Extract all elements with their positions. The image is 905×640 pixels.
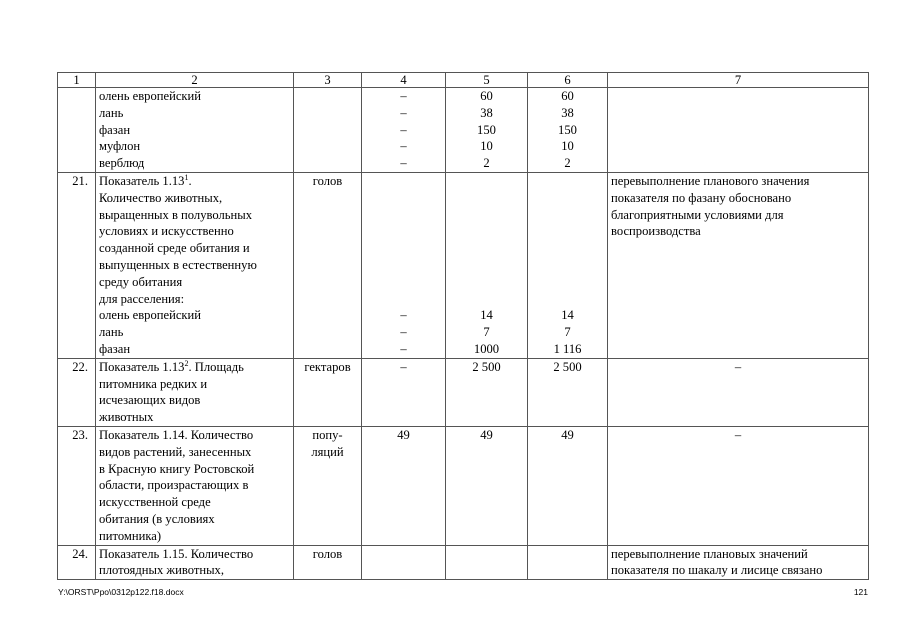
desc-line: Показатель 1.14. Количество <box>99 427 254 442</box>
title-text: Показатель 1.13 <box>99 173 185 188</box>
col4-cell <box>362 172 446 358</box>
row-number: 24. <box>58 545 96 580</box>
col6-cell: 49 <box>528 426 608 545</box>
indicator-cell <box>96 545 294 580</box>
value: 14 <box>561 308 574 323</box>
table-row-continuation <box>58 88 869 173</box>
value: – <box>400 325 407 340</box>
value: 2 <box>483 156 490 171</box>
table-row-21 <box>58 172 869 358</box>
unit-cell <box>294 88 362 173</box>
desc-line: в Красную книгу Ростовской <box>99 461 255 476</box>
note-cell: – <box>608 426 869 545</box>
superscript: 1 <box>184 172 189 182</box>
header-cell-3: 3 <box>294 73 362 88</box>
col4-cell <box>362 88 446 173</box>
value: 60 <box>480 89 493 103</box>
note-line: показателя по шакалу и лисице связано <box>611 563 823 578</box>
unit-cell: голов <box>294 545 362 580</box>
note-line: воспроизводства <box>611 224 701 239</box>
col6-cell <box>528 88 608 173</box>
desc-line: искусственной среде <box>99 495 211 510</box>
value: 7 <box>483 325 490 340</box>
desc-line: условиях и искусственно <box>99 224 234 239</box>
species-label: олень европейский <box>99 308 202 323</box>
note-cell: – <box>608 358 869 426</box>
header-row <box>58 73 869 88</box>
value: – <box>400 341 407 356</box>
col4-cell: 49 <box>362 426 446 545</box>
title-suffix: . <box>188 173 192 188</box>
footer-file-path: Y:\ORST\Ppo\0312p122.f18.docx <box>58 587 184 597</box>
row-number: 23. <box>58 426 96 545</box>
desc-line: выращенных в полувольных <box>99 207 253 222</box>
desc-line: выпущенных в естественную <box>99 257 257 272</box>
value: – <box>400 308 407 323</box>
desc-line: Количество животных, <box>99 190 223 205</box>
desc-line: питомника редких и <box>99 376 208 391</box>
indicator-title <box>99 359 290 376</box>
value: 2 <box>564 156 571 171</box>
col5-cell: 49 <box>446 426 528 545</box>
col5-cell <box>446 545 528 580</box>
desc-line: обитания (в условиях <box>99 511 215 526</box>
desc-line: для расселения: <box>99 291 185 306</box>
desc-line: плотоядных животных, <box>99 563 224 578</box>
indicators-table <box>57 72 869 580</box>
note-line: перевыполнение плановых значений <box>611 546 808 561</box>
row-number: 21. <box>58 172 96 358</box>
table-row-24 <box>58 545 869 580</box>
header-cell-2: 2 <box>96 73 294 88</box>
unit-cell: гектаров <box>294 358 362 426</box>
row-number: 22. <box>58 358 96 426</box>
indicator-title <box>99 173 290 190</box>
species-label: лань <box>99 105 124 120</box>
superscript: 2 <box>184 358 189 368</box>
species-label: фазан <box>99 122 131 137</box>
value: – <box>400 139 407 154</box>
note-line: благоприятными условиями для <box>611 207 784 222</box>
desc-line: видов растений, занесенных <box>99 444 252 459</box>
note-cell <box>608 88 869 173</box>
table-row-22 <box>58 358 869 426</box>
note-line: перевыполнение планового значения <box>611 173 810 188</box>
unit-line: ляций <box>311 444 344 459</box>
value: 7 <box>564 325 571 340</box>
unit-cell: голов <box>294 172 362 358</box>
value: – <box>400 122 407 137</box>
desc-line: Показатель 1.15. Количество <box>99 546 254 561</box>
desc-line: области, произрастающих в <box>99 478 249 493</box>
header-cell-4: 4 <box>362 73 446 88</box>
desc-line: питомника) <box>99 528 162 543</box>
value: 10 <box>561 139 574 154</box>
header-cell-7: 7 <box>608 73 869 88</box>
col4-cell: – <box>362 358 446 426</box>
value: 38 <box>480 105 493 120</box>
row-number-cell <box>58 88 96 173</box>
value: 14 <box>480 308 493 323</box>
value: 150 <box>477 122 496 137</box>
footer-page-number: 121 <box>853 587 868 597</box>
desc-line: животных <box>99 410 154 425</box>
col6-cell: 2 500 <box>528 358 608 426</box>
title-text: Показатель 1.13 <box>99 359 185 374</box>
table-row-23 <box>58 426 869 545</box>
value: 60 <box>561 89 574 103</box>
indicator-cell <box>96 358 294 426</box>
col5-cell <box>446 172 528 358</box>
unit-cell <box>294 426 362 545</box>
value: 38 <box>561 105 574 120</box>
species-label: лань <box>99 325 124 340</box>
desc-line: созданной среде обитания и <box>99 241 250 256</box>
col5-cell: 2 500 <box>446 358 528 426</box>
value: 150 <box>558 122 577 137</box>
value: 1000 <box>473 341 500 356</box>
header-cell-1: 1 <box>58 73 96 88</box>
species-label: верблюд <box>99 156 145 171</box>
species-label: муфлон <box>99 139 141 154</box>
header-cell-6: 6 <box>528 73 608 88</box>
title-suffix: . Площадь <box>188 359 244 374</box>
value: 1 116 <box>553 341 582 356</box>
value: 10 <box>480 139 493 154</box>
value: – <box>400 156 407 171</box>
note-cell <box>608 172 869 358</box>
col6-cell <box>528 172 608 358</box>
col4-cell <box>362 545 446 580</box>
col5-cell <box>446 88 528 173</box>
indicator-cell <box>96 426 294 545</box>
indicator-cell <box>96 88 294 173</box>
indicator-cell <box>96 172 294 358</box>
value: – <box>400 89 407 103</box>
desc-line: исчезающих видов <box>99 393 201 408</box>
desc-line: среду обитания <box>99 274 183 289</box>
note-cell <box>608 545 869 580</box>
value: – <box>400 105 407 120</box>
header-cell-5: 5 <box>446 73 528 88</box>
note-line: показателя по фазану обосновано <box>611 190 792 205</box>
species-label: олень европейский <box>99 89 202 103</box>
col6-cell <box>528 545 608 580</box>
unit-line: попу- <box>312 427 343 442</box>
species-label: фазан <box>99 341 131 356</box>
